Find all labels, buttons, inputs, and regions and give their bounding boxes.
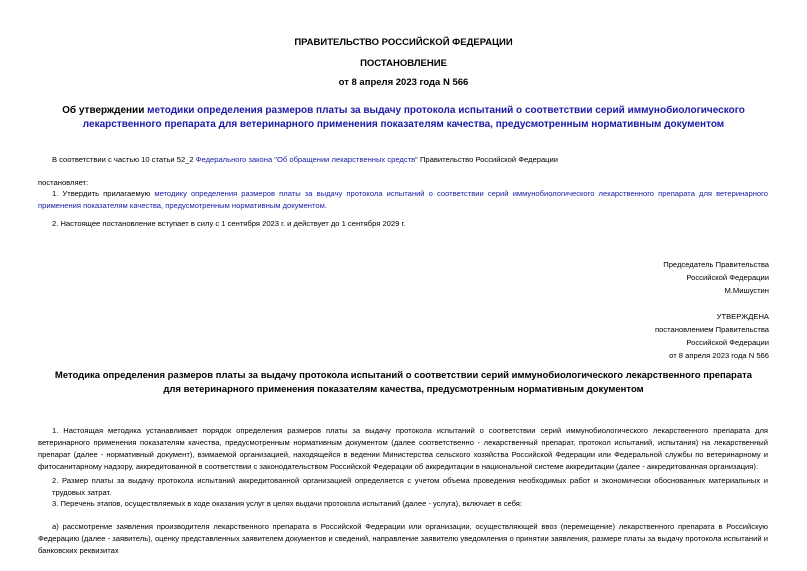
signature-name: М.Мишустин xyxy=(724,286,769,295)
approved-country: Российской Федерации xyxy=(686,338,769,347)
signature-country: Российской Федерации xyxy=(686,273,769,282)
methodology-item-3a: а) рассмотрение заявления производителя лекарственного препарата в Российской Федерации или организации, осуществляющей ввоз (перемещение) лекарственного препарата в Российскую Федерацию (далее - заявитель), оценку представленных заявителем документов и сведений, направление заявителю уведомления о принятии заявления, размере платы за выдачу протокола испытаний и банковских реквизитах xyxy=(38,522,768,555)
methodology-item-2: 2. Размер платы за выдачу протокола испытаний аккредитованной организацией определяется с учетом объема проведения необходимых работ и экономически обоснованных материальных и трудовых затрат. xyxy=(52,476,768,497)
approved-block xyxy=(655,310,769,362)
signature-position: Председатель Правительства xyxy=(663,260,769,269)
signature-block xyxy=(663,258,769,297)
methodology-link[interactable]: методику определения размеров платы за выдачу протокола испытаний о соответствии серий иммунобиологического лекарственного препарата для ветеринарного применения показателям качества, предусмотренным нормативным документом xyxy=(38,189,768,210)
preamble xyxy=(52,154,772,166)
item-1-text-after: . xyxy=(324,201,327,210)
title-link[interactable]: методики определения размеров платы за выдачу протокола испытаний о соответствии серий иммунобиологического лекарственного препарата для ветеринарного применения показателям качества, предусмотренным нормативным документом xyxy=(82,105,745,130)
government-heading: ПРАВИТЕЛЬСТВО РОССИЙСКОЙ ФЕДЕРАЦИИ xyxy=(294,37,513,48)
item-1-text-before: 1. Утвердить прилагаемую xyxy=(52,189,155,198)
document-type: ПОСТАНОВЛЕНИЕ xyxy=(360,58,447,69)
methodology-title: Методика определения размеров платы за выдачу протокола испытаний о соответствии серий иммунобиологического лекарственного препарата для ветеринарного применения показателям качества, предусмотренным нормативным документом xyxy=(54,370,753,395)
preamble-text-after: Правительство Российской Федерации xyxy=(417,155,559,164)
resolves-text: постановляет: xyxy=(38,178,89,187)
item-2: 2. Настоящее постановление вступает в силу с 1 сентября 2023 г. и действует до 1 сентября 2029 г. xyxy=(52,219,406,228)
title-prefix: Об утверждении xyxy=(62,105,148,116)
approved-date: от 8 апреля 2023 года N 566 xyxy=(669,351,769,360)
preamble-text-before: В соответствии с частью 10 статьи 52_2 xyxy=(52,155,196,164)
methodology-item-3: 3. Перечень этапов, осуществляемых в ходе оказания услуг в целях выдачи протокола испытаний (далее - услуга), включает в себя: xyxy=(52,499,522,508)
methodology-item-1: 1. Настоящая методика устанавливает порядок определения размеров платы за выдачу протокола испытаний о соответствии серий иммунобиологического лекарственного препарата для ветеринарного применения показателям качества, предусмотренным нормативным документом (далее соответственно - лекарственный препарат, протокол испытаний, испытания) на лекарственный препарат (далее - нормативный документ), взимаемой организацией, находящейся в ведении Министерства сельского хозяйства Российской Федерации или Федеральной службы по ветеринарному и фитосанитарному надзору, аккредитованной в соответствии с законодательством Российской Федерации об аккредитации в национальной системе аккредитации (далее - аккредитованная организация). xyxy=(38,426,768,471)
federal-law-link[interactable]: Федерального закона "Об обращении лекарственных средств" xyxy=(195,155,418,164)
item-1 xyxy=(38,188,768,212)
approved-heading: УТВЕРЖДЕНА xyxy=(716,312,769,321)
document-date-number: от 8 апреля 2023 года N 566 xyxy=(338,77,469,88)
approved-by: постановлением Правительства xyxy=(654,325,769,334)
document-title xyxy=(30,104,777,132)
